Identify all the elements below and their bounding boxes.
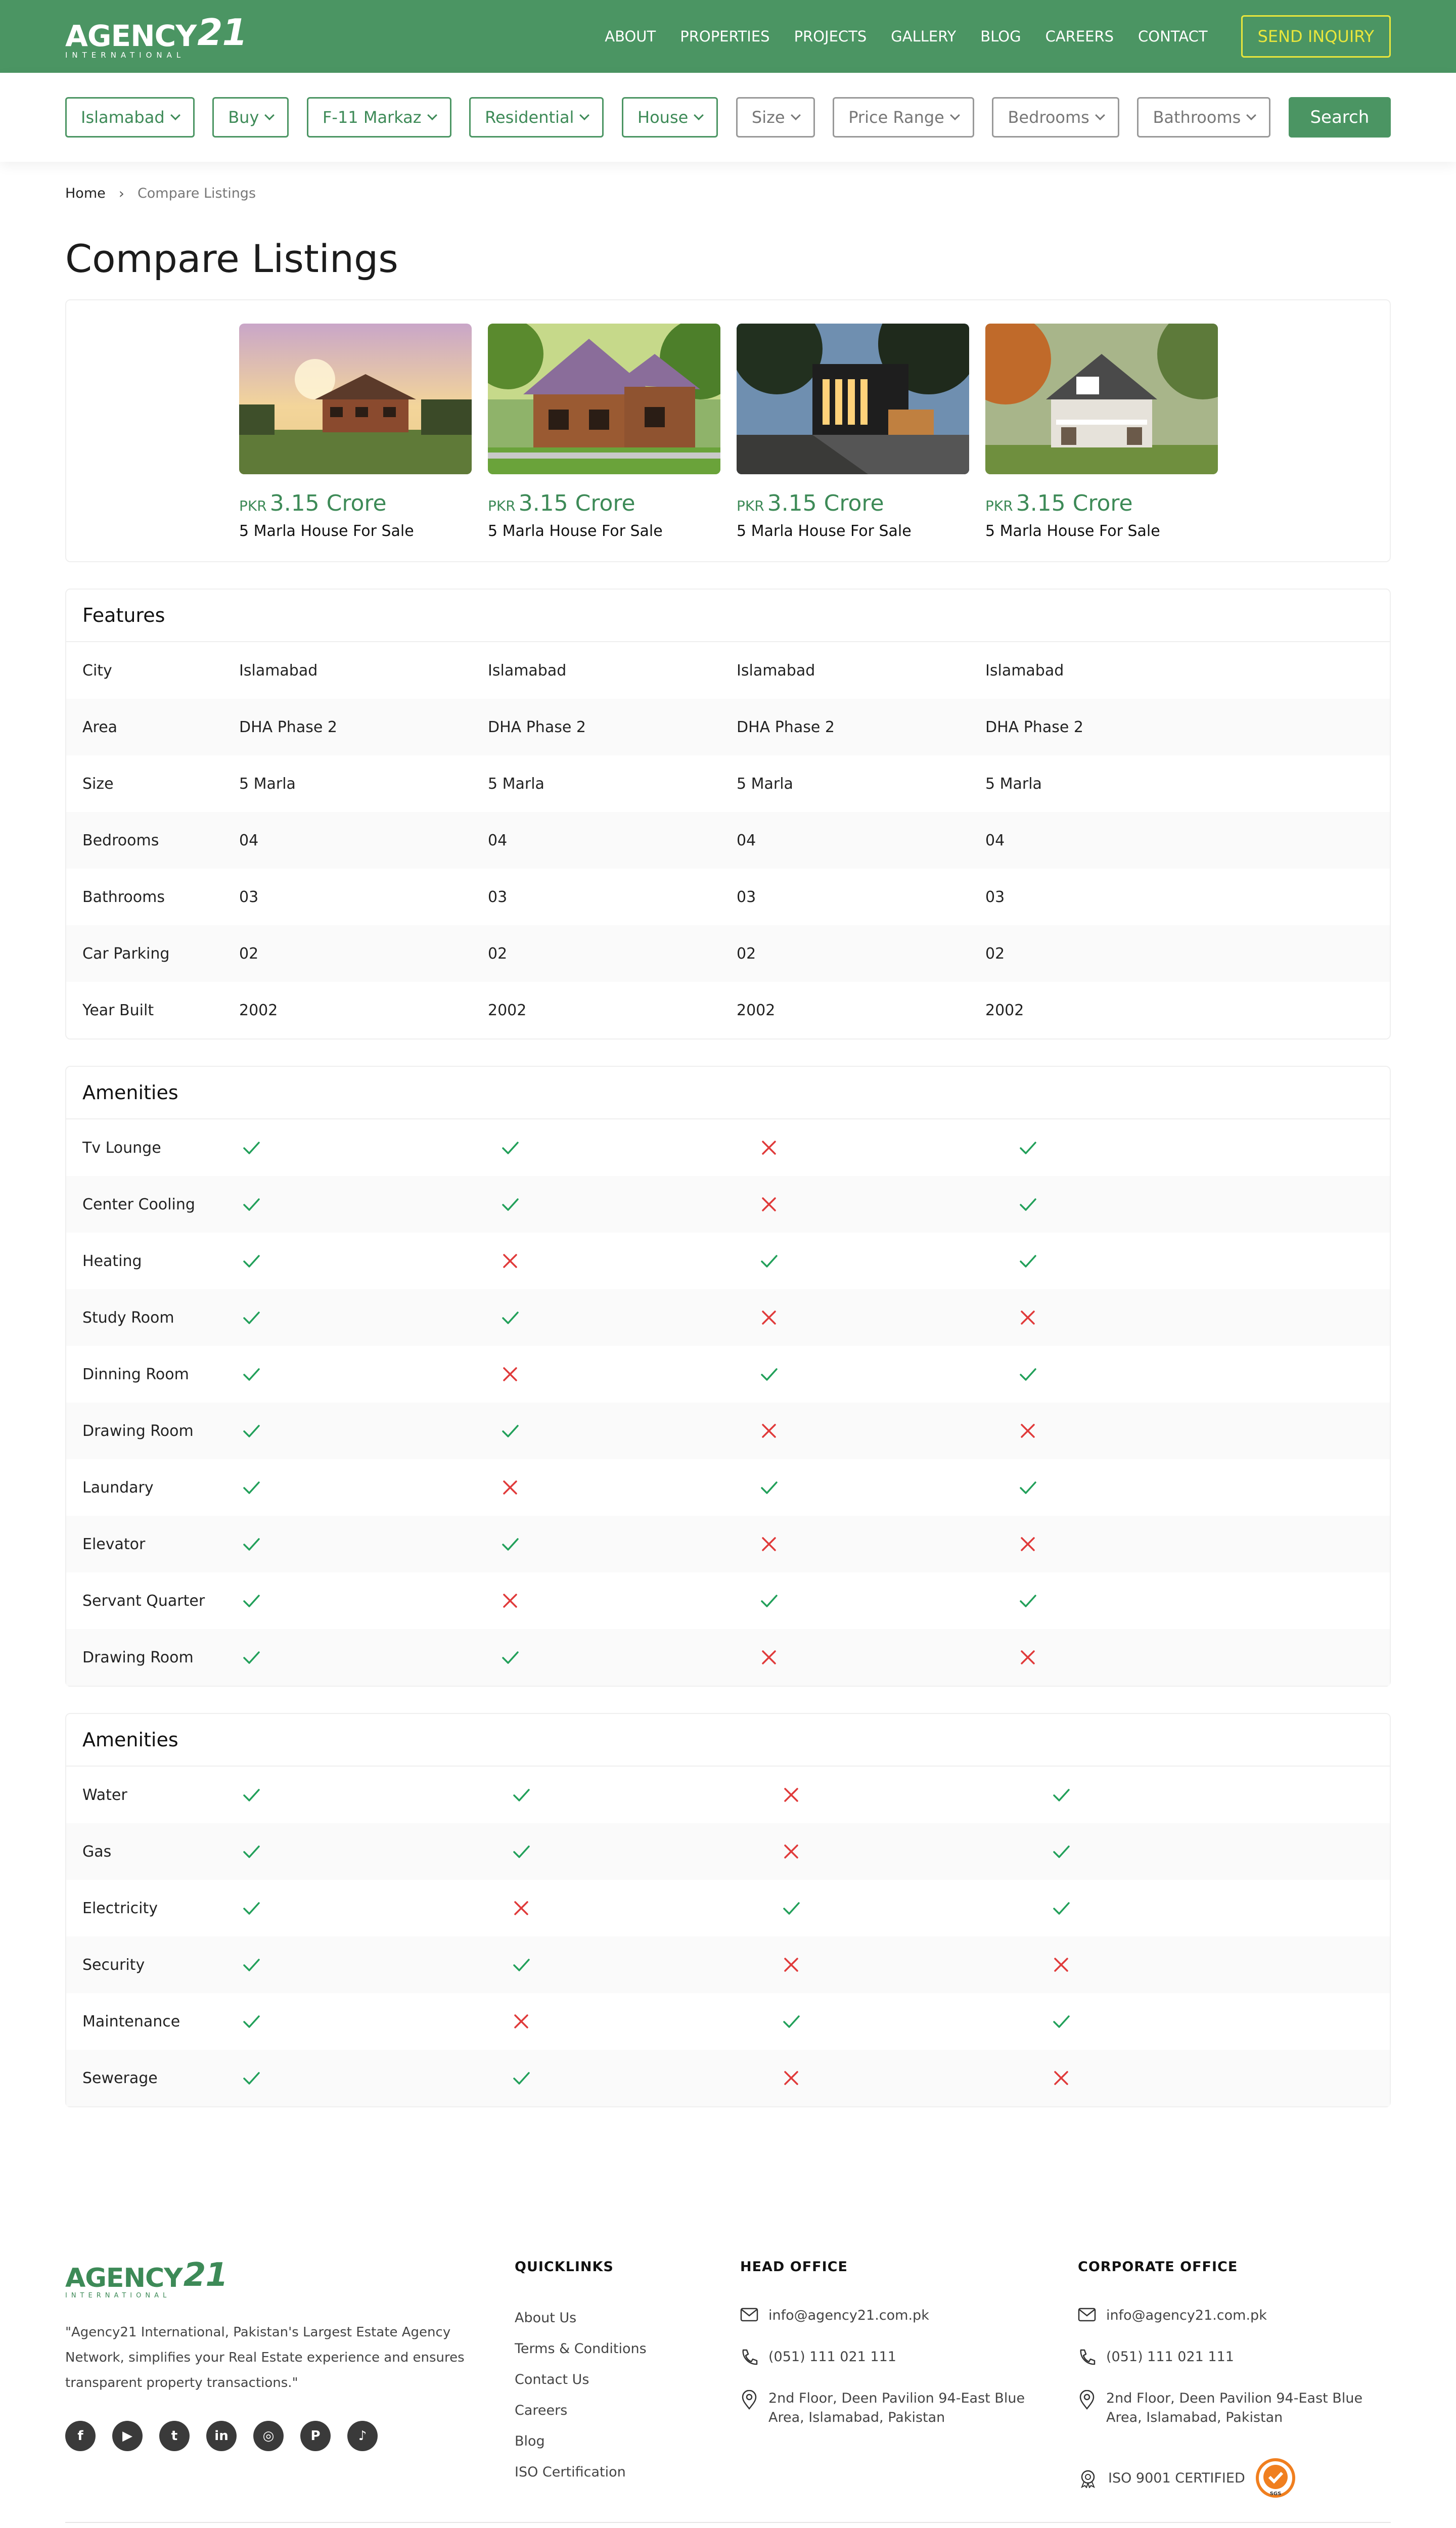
mail-icon xyxy=(1078,2307,1096,2322)
table-row xyxy=(66,812,1390,869)
check-icon xyxy=(1018,1364,1038,1384)
corporate-office-heading: CORPORATE OFFICE xyxy=(1078,2259,1238,2275)
row-value: DHA Phase 2 xyxy=(737,718,835,736)
table-row xyxy=(66,1119,1390,1176)
iso-text: ISO 9001 CERTIFIED xyxy=(1108,2470,1245,2486)
email-text: info@agency21.com.pk xyxy=(768,2308,929,2323)
social-links xyxy=(65,2421,378,2451)
table-row xyxy=(66,1629,1390,1686)
check-icon xyxy=(241,1647,261,1667)
footer-corporate-office xyxy=(1078,2259,1391,2498)
listing-card[interactable] xyxy=(985,324,1218,540)
chevron-down-icon xyxy=(694,110,704,120)
check-icon xyxy=(781,2011,801,2032)
row-value: 5 Marla xyxy=(488,775,544,793)
cross-icon xyxy=(500,1364,520,1384)
row-value: 04 xyxy=(488,831,508,849)
filter-size-value: Size xyxy=(751,108,785,127)
table-row xyxy=(66,869,1390,925)
filter-city[interactable] xyxy=(65,97,195,138)
filter-bathrooms-value: Bathrooms xyxy=(1153,108,1241,127)
check-icon xyxy=(1051,2011,1071,2032)
row-value: Islamabad xyxy=(488,661,567,680)
corporate-office-address xyxy=(1078,2389,1391,2427)
sgs-badge-text: SGS xyxy=(1269,2491,1282,2497)
page-title: Compare Listings xyxy=(65,236,398,281)
listing-price xyxy=(239,490,472,516)
chevron-down-icon xyxy=(1095,110,1105,120)
nav-contact[interactable]: CONTACT xyxy=(1138,28,1208,45)
corporate-office-phone[interactable] xyxy=(1078,2348,1391,2367)
footer-logo[interactable] xyxy=(65,2256,228,2299)
footer-link-about[interactable]: About Us xyxy=(515,2310,577,2326)
row-value: 04 xyxy=(985,831,1005,849)
table-row xyxy=(66,1823,1390,1880)
send-inquiry-button[interactable]: SEND INQUIRY xyxy=(1241,15,1391,58)
search-filter-bar xyxy=(0,73,1456,162)
amenities-table xyxy=(65,1066,1391,1687)
features-table xyxy=(65,589,1391,1040)
row-label: Laundary xyxy=(82,1478,154,1497)
cross-icon xyxy=(511,1898,531,1918)
table-row xyxy=(66,642,1390,699)
logo-text: AGENCY xyxy=(65,18,197,53)
cross-icon xyxy=(1018,1307,1038,1328)
check-icon xyxy=(500,1534,520,1554)
nav-careers[interactable]: CAREERS xyxy=(1045,28,1114,45)
footer-link-careers[interactable]: Careers xyxy=(515,2403,568,2418)
tiktok-icon[interactable]: ♪ xyxy=(347,2421,378,2451)
check-icon xyxy=(241,1898,261,1918)
cross-icon xyxy=(759,1534,779,1554)
row-label: Year Built xyxy=(82,1001,154,1019)
phone-icon xyxy=(1078,2349,1096,2366)
check-icon xyxy=(1018,1138,1038,1158)
sgs-seal-icon xyxy=(1255,2458,1296,2498)
table-row xyxy=(66,1346,1390,1403)
chevron-down-icon xyxy=(427,110,437,120)
head-office-address xyxy=(740,2389,1054,2427)
email-text: info@agency21.com.pk xyxy=(1106,2308,1267,2323)
filter-location[interactable] xyxy=(307,97,451,138)
check-icon xyxy=(1018,1194,1038,1214)
breadcrumb xyxy=(65,185,1391,202)
phone-icon xyxy=(740,2349,758,2366)
table-row xyxy=(66,1936,1390,1993)
table-row xyxy=(66,1289,1390,1346)
listing-image[interactable] xyxy=(239,324,472,474)
filter-purpose-value: Buy xyxy=(228,108,259,127)
row-value: 03 xyxy=(239,888,259,906)
row-value: DHA Phase 2 xyxy=(239,718,337,736)
utilities-table xyxy=(65,1713,1391,2107)
check-icon xyxy=(241,1841,261,1862)
quicklinks-heading: QUICKLINKS xyxy=(515,2259,614,2275)
table-row xyxy=(66,1993,1390,2050)
iso-certification xyxy=(1078,2458,1391,2498)
check-icon xyxy=(241,1421,261,1441)
address-text: 2nd Floor, Deen Pavilion 94-East Blue Area, Islamabad, Pakistan xyxy=(1106,2390,1363,2425)
table-row xyxy=(66,1767,1390,1823)
price-currency: PKR xyxy=(985,498,1013,514)
cross-icon xyxy=(781,2068,801,2088)
head-office-email[interactable] xyxy=(740,2306,1054,2325)
row-label: Water xyxy=(82,1786,127,1804)
price-value: 3.15 Crore xyxy=(269,490,387,516)
check-icon xyxy=(759,1591,779,1611)
amenities-heading: Amenities xyxy=(66,1067,1390,1119)
footer-link-blog[interactable]: Blog xyxy=(515,2433,545,2449)
check-icon xyxy=(241,1591,261,1611)
footer-bottom-bar xyxy=(65,2522,1391,2528)
compare-listings-card xyxy=(65,299,1391,562)
phone-text: (051) 111 021 111 xyxy=(1106,2349,1234,2365)
footer-link-terms[interactable]: Terms & Conditions xyxy=(515,2341,647,2357)
site-logo[interactable] xyxy=(65,11,247,60)
linkedin-icon[interactable]: in xyxy=(206,2421,237,2451)
cross-icon xyxy=(759,1647,779,1667)
row-value: DHA Phase 2 xyxy=(488,718,586,736)
check-icon xyxy=(759,1364,779,1384)
phone-text: (051) 111 021 111 xyxy=(768,2349,896,2365)
logo-number: 21 xyxy=(183,2256,228,2294)
check-icon xyxy=(241,1138,261,1158)
filter-category[interactable] xyxy=(469,97,604,138)
corporate-office-email[interactable] xyxy=(1078,2306,1391,2325)
chevron-down-icon xyxy=(791,110,801,120)
nav-properties[interactable]: PROPERTIES xyxy=(680,28,770,45)
footer-link-contact[interactable]: Contact Us xyxy=(515,2372,589,2387)
row-label: Maintenance xyxy=(82,2012,180,2030)
listing-image[interactable] xyxy=(985,324,1218,474)
check-icon xyxy=(511,1955,531,1975)
pinterest-icon[interactable]: P xyxy=(300,2421,331,2451)
check-icon xyxy=(1018,1477,1038,1498)
check-icon xyxy=(241,1194,261,1214)
table-row xyxy=(66,755,1390,812)
instagram-icon[interactable]: ◎ xyxy=(253,2421,284,2451)
cross-icon xyxy=(781,1841,801,1862)
cross-icon xyxy=(1051,1955,1071,1975)
cross-icon xyxy=(1018,1421,1038,1441)
check-icon xyxy=(511,1841,531,1862)
chevron-right-icon: › xyxy=(118,185,124,202)
row-label: Study Room xyxy=(82,1308,174,1327)
location-pin-icon xyxy=(1078,2390,1096,2410)
row-value: 03 xyxy=(737,888,756,906)
check-icon xyxy=(759,1251,779,1271)
youtube-icon[interactable]: ▶ xyxy=(112,2421,143,2451)
listing-card[interactable] xyxy=(239,324,472,540)
head-office-heading: HEAD OFFICE xyxy=(740,2259,848,2275)
listing-price xyxy=(985,490,1218,516)
table-row xyxy=(66,1516,1390,1572)
table-row xyxy=(66,1176,1390,1233)
cross-icon xyxy=(1018,1534,1038,1554)
site-footer xyxy=(65,2256,1391,2528)
listing-image[interactable] xyxy=(737,324,969,474)
check-icon xyxy=(500,1647,520,1667)
logo-subtitle: INTERNATIONAL xyxy=(65,50,186,60)
check-icon xyxy=(241,1477,261,1498)
price-currency: PKR xyxy=(488,498,516,514)
row-label: Heating xyxy=(82,1252,142,1270)
footer-link-iso[interactable]: ISO Certification xyxy=(515,2464,626,2480)
price-value: 3.15 Crore xyxy=(518,490,635,516)
row-label: Elevator xyxy=(82,1535,146,1553)
row-value: 02 xyxy=(737,944,756,963)
filter-purpose[interactable] xyxy=(212,97,289,138)
location-pin-icon xyxy=(740,2390,758,2410)
row-value: 5 Marla xyxy=(985,775,1042,793)
logo-subtitle: INTERNATIONAL xyxy=(65,2292,171,2299)
check-icon xyxy=(1018,1251,1038,1271)
price-currency: PKR xyxy=(737,498,764,514)
chevron-down-icon xyxy=(170,110,180,120)
filter-bathrooms[interactable] xyxy=(1137,97,1270,138)
row-value: DHA Phase 2 xyxy=(985,718,1083,736)
listing-price xyxy=(737,490,969,516)
row-label: Bathrooms xyxy=(82,888,165,906)
row-value: 5 Marla xyxy=(737,775,793,793)
cross-icon xyxy=(511,2011,531,2032)
cross-icon xyxy=(781,1955,801,1975)
row-label: City xyxy=(82,661,112,680)
filter-type-value: House xyxy=(638,108,689,127)
row-value: 03 xyxy=(985,888,1005,906)
cross-icon xyxy=(1051,2068,1071,2088)
listing-image[interactable] xyxy=(488,324,720,474)
twitter-icon[interactable]: t xyxy=(159,2421,190,2451)
listing-title[interactable]: 5 Marla House For Sale xyxy=(239,522,414,540)
table-row xyxy=(66,1880,1390,1936)
filter-size[interactable] xyxy=(736,97,815,138)
row-label: Security xyxy=(82,1956,145,1974)
cross-icon xyxy=(759,1194,779,1214)
cross-icon xyxy=(500,1591,520,1611)
cross-icon xyxy=(759,1138,779,1158)
listing-title[interactable]: 5 Marla House For Sale xyxy=(737,522,912,540)
check-icon xyxy=(241,1955,261,1975)
table-row xyxy=(66,699,1390,755)
chevron-down-icon xyxy=(1246,110,1256,120)
row-label: Dinning Room xyxy=(82,1365,189,1383)
facebook-icon[interactable]: f xyxy=(65,2421,96,2451)
row-label: Tv Lounge xyxy=(82,1139,161,1157)
table-row xyxy=(66,1572,1390,1629)
row-label: Car Parking xyxy=(82,944,170,963)
filter-price-value: Price Range xyxy=(848,108,944,127)
row-label: Drawing Room xyxy=(82,1648,194,1666)
utilities-heading: Amenities xyxy=(66,1714,1390,1767)
check-icon xyxy=(500,1138,520,1158)
filter-category-value: Residential xyxy=(485,108,574,127)
main-nav xyxy=(580,15,1391,58)
chevron-down-icon xyxy=(950,110,960,120)
table-row xyxy=(66,1459,1390,1516)
price-currency: PKR xyxy=(239,498,267,514)
check-icon xyxy=(759,1477,779,1498)
row-value: 2002 xyxy=(737,1001,776,1019)
check-icon xyxy=(500,1421,520,1441)
row-label: Servant Quarter xyxy=(82,1592,205,1610)
check-icon xyxy=(241,1251,261,1271)
row-value: 2002 xyxy=(985,1001,1024,1019)
row-label: Size xyxy=(82,775,114,793)
row-label: Area xyxy=(82,718,118,736)
breadcrumb-home[interactable]: Home xyxy=(65,186,106,201)
check-icon xyxy=(241,2068,261,2088)
row-value: Islamabad xyxy=(239,661,318,680)
row-label: Sewerage xyxy=(82,2069,158,2087)
nav-projects[interactable]: PROJECTS xyxy=(794,28,867,45)
row-label: Electricity xyxy=(82,1899,158,1917)
check-icon xyxy=(1051,1898,1071,1918)
check-icon xyxy=(241,1785,261,1805)
row-value: 2002 xyxy=(239,1001,278,1019)
check-icon xyxy=(1018,1591,1038,1611)
check-icon xyxy=(241,1307,261,1328)
filter-location-value: F-11 Markaz xyxy=(322,108,422,127)
cross-icon xyxy=(759,1421,779,1441)
table-row xyxy=(66,925,1390,982)
features-heading: Features xyxy=(66,590,1390,642)
logo-number: 21 xyxy=(197,11,247,54)
breadcrumb-current: Compare Listings xyxy=(137,186,256,201)
listing-card[interactable] xyxy=(488,324,720,540)
table-row xyxy=(66,2050,1390,2106)
filter-type[interactable] xyxy=(622,97,718,138)
address-text: 2nd Floor, Deen Pavilion 94-East Blue Area, Islamabad, Pakistan xyxy=(768,2390,1025,2425)
check-icon xyxy=(1051,1841,1071,1862)
search-button[interactable]: Search xyxy=(1289,97,1391,138)
filter-bedrooms[interactable] xyxy=(992,97,1119,138)
check-icon xyxy=(241,1534,261,1554)
row-value: 02 xyxy=(488,944,508,963)
cross-icon xyxy=(781,1785,801,1805)
cross-icon xyxy=(500,1477,520,1498)
filter-bedrooms-value: Bedrooms xyxy=(1008,108,1089,127)
row-value: 04 xyxy=(239,831,259,849)
check-icon xyxy=(511,1785,531,1805)
row-value: 02 xyxy=(985,944,1005,963)
logo-text: AGENCY xyxy=(65,2263,183,2293)
check-icon xyxy=(1051,1785,1071,1805)
chevron-down-icon xyxy=(264,110,275,120)
footer-quicklinks xyxy=(515,2259,647,2480)
price-value: 3.15 Crore xyxy=(767,490,884,516)
check-icon xyxy=(241,2011,261,2032)
row-label: Center Cooling xyxy=(82,1195,195,1213)
row-label: Gas xyxy=(82,1842,112,1861)
row-label: Drawing Room xyxy=(82,1422,194,1440)
listing-price xyxy=(488,490,720,516)
table-row xyxy=(66,982,1390,1039)
listing-title[interactable]: 5 Marla House For Sale xyxy=(985,522,1160,540)
mail-icon xyxy=(740,2307,758,2322)
nav-about[interactable]: ABOUT xyxy=(605,28,656,45)
row-value: 03 xyxy=(488,888,508,906)
cross-icon xyxy=(500,1251,520,1271)
site-header xyxy=(0,0,1456,73)
check-icon xyxy=(500,1307,520,1328)
cross-icon xyxy=(759,1307,779,1328)
chevron-down-icon xyxy=(580,110,590,120)
row-value: Islamabad xyxy=(737,661,815,680)
filter-city-value: Islamabad xyxy=(81,108,165,127)
row-value: Islamabad xyxy=(985,661,1064,680)
row-value: 02 xyxy=(239,944,259,963)
nav-gallery[interactable]: GALLERY xyxy=(891,28,957,45)
check-icon xyxy=(511,2068,531,2088)
table-row xyxy=(66,1233,1390,1289)
cross-icon xyxy=(1018,1647,1038,1667)
footer-description: "Agency21 International, Pakistan's Largest Estate Agency Network, simplifies your Real Estate experience and ensures transparent property transactions." xyxy=(65,2325,465,2390)
filter-price-range[interactable] xyxy=(833,97,974,138)
footer-head-office xyxy=(740,2259,1054,2427)
row-value: 2002 xyxy=(488,1001,527,1019)
nav-blog[interactable]: BLOG xyxy=(980,28,1021,45)
row-value: 5 Marla xyxy=(239,775,296,793)
row-value: 04 xyxy=(737,831,756,849)
price-value: 3.15 Crore xyxy=(1016,490,1133,516)
table-row xyxy=(66,1403,1390,1459)
listing-title[interactable]: 5 Marla House For Sale xyxy=(488,522,663,540)
row-label: Bedrooms xyxy=(82,831,159,849)
check-icon xyxy=(500,1194,520,1214)
check-icon xyxy=(781,1898,801,1918)
certificate-badge-icon xyxy=(1078,2468,1098,2488)
listing-card[interactable] xyxy=(737,324,969,540)
head-office-phone[interactable] xyxy=(740,2348,1054,2367)
check-icon xyxy=(241,1364,261,1384)
